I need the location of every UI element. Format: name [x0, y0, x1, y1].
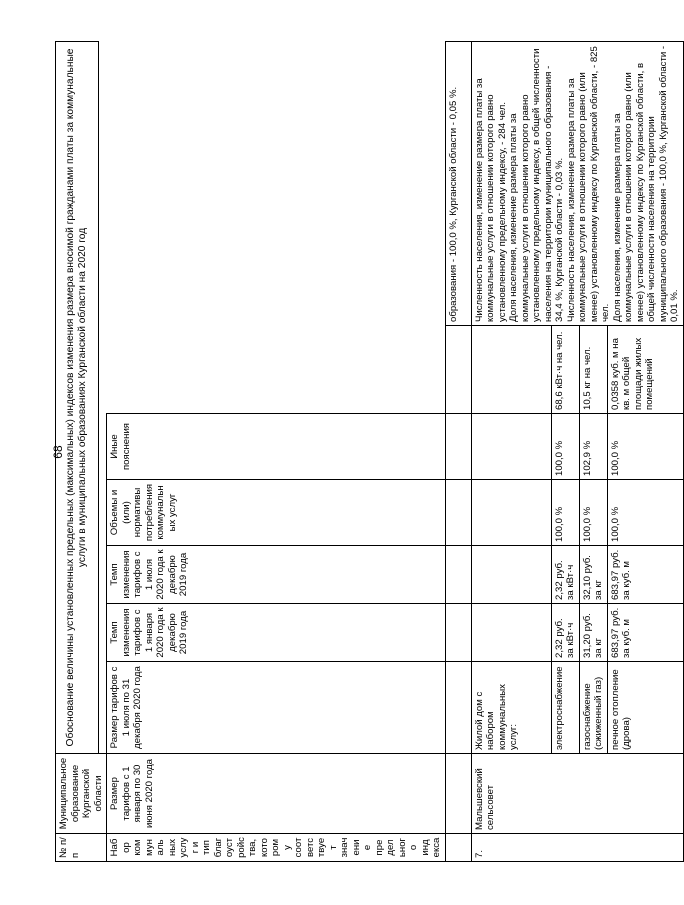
- growth-jan: 100,0 %: [607, 480, 683, 546]
- volume: 68,6 кВт·ч на чел.: [551, 326, 579, 414]
- header-tariff-jan-jun: Размер тарифов с 1 января по 30 июня 2020 года: [107, 754, 446, 834]
- header-growth-jan: Темп изменения тарифов с 1 января 2020 года к декабрю 2019 года: [107, 604, 446, 662]
- page-number: 68: [51, 445, 65, 459]
- service-name: газоснабжение (сжиженный газ): [579, 662, 607, 754]
- tariff-jan-jun: 683,97 руб. за куб. м: [607, 604, 683, 662]
- growth-jul: 100,0 %: [607, 414, 683, 480]
- header-services: Набор коммунальных услуг и тип благоустройства, которому соответствует значение предельного индекса: [107, 834, 446, 862]
- service-name: электроснабжение: [551, 662, 579, 754]
- header-volumes: Объемы и (или) нормативы потребления коммунальных услуг: [107, 480, 446, 546]
- growth-jul: 100,0 %: [551, 414, 579, 480]
- header-growth-jul: Темп изменения тарифов с 1 июля 2020 года к декабрю 2019 года: [107, 546, 446, 604]
- service-name: печное отопление (дрова): [607, 662, 683, 754]
- header-tariff-jul-dec: Размер тарифов с 1 июля по 31 декабря 2020 года: [107, 662, 446, 754]
- tariff-jan-jun: 2,32 руб. за кВт·ч: [551, 604, 579, 662]
- header-municipality: Муниципальное образование Курганской области: [56, 754, 107, 834]
- notes-paragraph: Численность населения, изменение размера платы за коммунальные услуги в отношении которого равно установленному предельному индексу, - 284 чел.: [473, 78, 508, 322]
- tariff-jul-dec: 2,32 руб. за кВт·ч: [551, 546, 579, 604]
- volume: 0,0358 куб. м на кв. м общей площади жилых помещений: [607, 326, 683, 414]
- notes-paragraph: Доля населения, изменение размера платы за коммунальные услуги в отношении которого равно установленному предельному индексу, в общей численности населения на территории муниципального образования - 34,4 %, Курганской области - 0,03 %.: [508, 48, 565, 322]
- growth-jan: 100,0 %: [579, 480, 607, 546]
- notes-text: [471, 41, 683, 325]
- tariff-jan-jun: 31,20 руб. за кг: [579, 604, 607, 662]
- notes-paragraph: Доля населения, изменение размера платы за коммунальные услуги в отношении которого равно (или менее) установленному индексу по Курганской области, в общей численности населения на территории муниципального образования - 100,0 %, Курганской области - 0,01 %.: [611, 45, 680, 322]
- tariff-index-table: [55, 41, 684, 862]
- growth-jan: 100,0 %: [551, 480, 579, 546]
- previous-row-note: образования - 100,0 %, Курганской области - 0,05 %.: [445, 41, 471, 325]
- growth-jul: 102,9 %: [579, 414, 607, 480]
- municipality-name: Мальшевский сельсовет: [471, 754, 683, 834]
- table-title: Обоснование величины установленных предельных (максимальных) индексов изменения размера вносимой гражданами платы за коммунальные услуги в муниципальных образованиях Курганской области на 2020 год: [56, 41, 99, 753]
- header-num: № п/п: [56, 834, 107, 862]
- volume: 10,5 кг на чел.: [579, 326, 607, 414]
- service-set-label: Жилой дом с набором коммунальных услуг:: [471, 662, 551, 754]
- rotated-page: [55, 42, 680, 862]
- header-notes: Иные пояснения: [107, 414, 446, 480]
- row-number: 7.: [471, 834, 683, 862]
- notes-paragraph: Численность населения, изменение размера платы за коммунальные услуги в отношении которого равно (или менее) установленному индексу по Курганской области, - 825 чел.: [565, 46, 611, 322]
- tariff-jul-dec: 32,10 руб. за кг: [579, 546, 607, 604]
- tariff-jul-dec: 683,97 руб. за куб. м: [607, 546, 683, 604]
